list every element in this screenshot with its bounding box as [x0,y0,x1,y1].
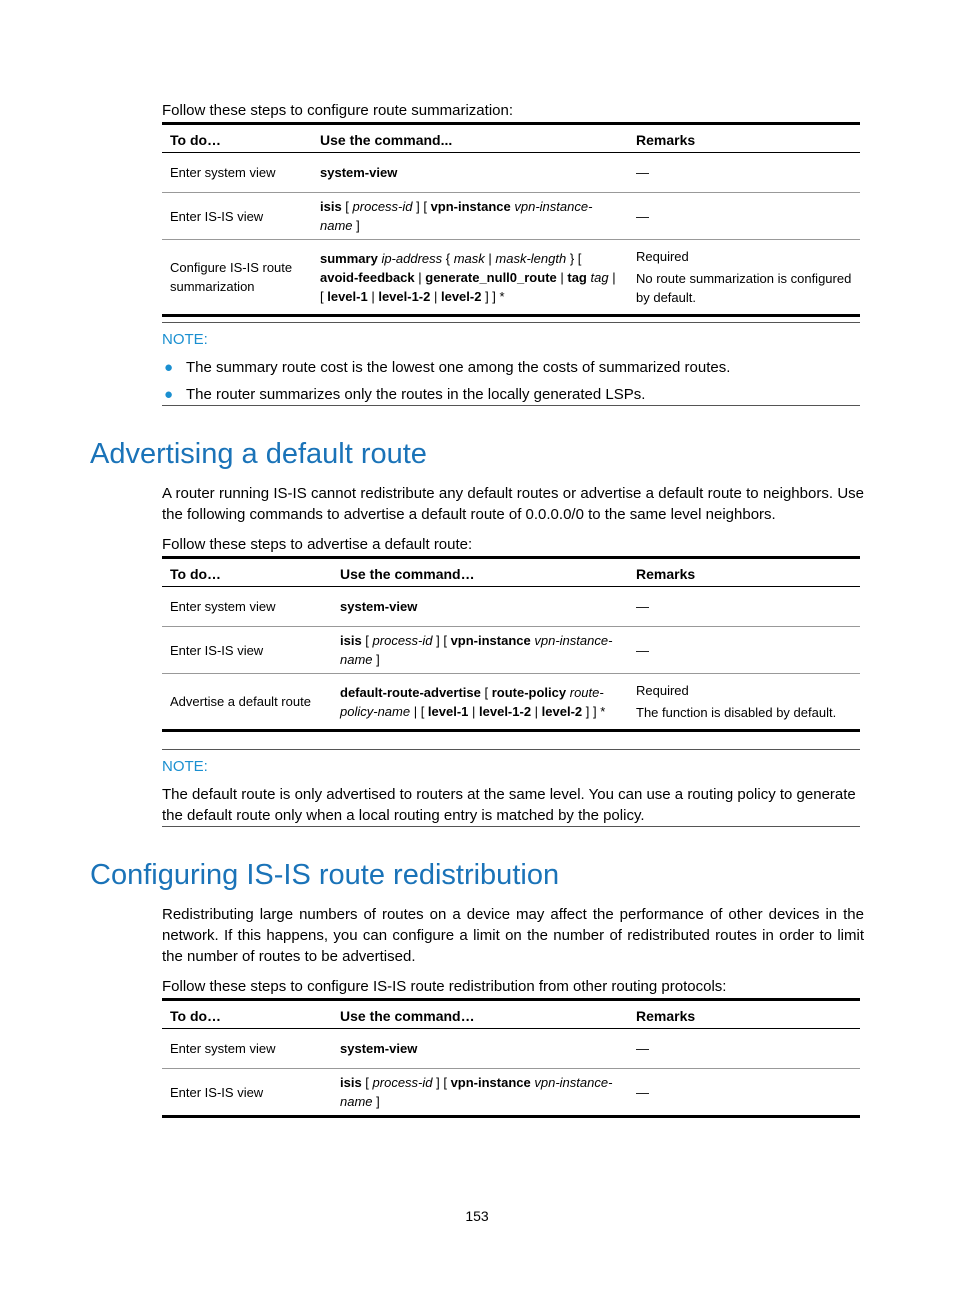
col-header-command: Use the command… [332,1000,628,1029]
col-header-remarks: Remarks [628,1000,860,1029]
table-row [162,627,860,674]
todo-cell: Enter IS-IS view [162,1069,332,1117]
remark-line: Required [636,249,689,264]
remarks-cell [628,1029,860,1069]
command-token: | [430,288,441,304]
remark-line: The function is disabled by default. [636,705,837,720]
table-row [162,193,860,240]
todo-cell: Configure IS-IS route summarization [162,240,312,316]
remarks-cell [628,1069,860,1117]
command-token: vpn-instance-name [340,1075,613,1109]
default-route-intro: Follow these steps to advertise a default route: [162,536,473,553]
summarization-table [162,122,860,317]
col-header-todo: To do… [162,124,312,153]
section-paragraph: A router running IS-IS cannot redistribute any default routes or advertise a default route to neighbors. Use the following commands to advertise a default route of 0.0.0.0/0 to the same level neighbors. [162,485,864,523]
command-token: isis [340,1075,362,1090]
command-cell [332,587,628,627]
col-header-remarks: Remarks [628,124,860,153]
table-row [162,240,860,316]
list-item: ● The router summarizes only the routes in the locally generated LSPs. [162,381,852,408]
command-token: level-1 [327,288,368,304]
remarks-cell [628,674,860,731]
remarks-cell [628,627,860,674]
todo-cell: Enter system view [162,153,312,193]
command-token: ] [ [432,633,451,648]
command-cell [312,153,628,193]
command-token: process-id [372,1075,433,1090]
command-token: [ [341,199,353,214]
command-token: ] ] * [481,288,505,304]
command-token: [ [361,633,373,648]
note-top-rule [162,749,860,750]
command-token: summary [320,250,378,266]
command-token: | [531,703,542,719]
list-item: ● The summary route cost is the lowest one among the costs of summarized routes. [162,354,852,381]
command-token: system-view [340,1041,418,1056]
command-token: [ [480,684,492,700]
command-token: | [414,269,426,285]
command-token: level-1 [427,703,469,719]
command-token: tag [567,269,587,285]
command-token: | [484,250,496,266]
command-token: default-route-advertise [340,684,481,700]
default-route-table [162,556,860,732]
remarks-cell [628,240,860,316]
remark-line: — [636,165,649,180]
command-token: vpn-instance-name [340,633,613,667]
remark-line: — [636,642,649,658]
section-heading: Advertising a default route [90,438,427,470]
bullet-icon: ● [164,359,174,376]
bullet-icon: ● [164,386,174,403]
remarks-cell [628,587,860,627]
todo-cell: Enter system view [162,1029,332,1069]
note-list [162,354,852,408]
command-token: ] [372,1094,380,1109]
command-token: isis [340,633,362,648]
summarization-intro: Follow these steps to configure route summarization: [162,102,513,119]
note-text: The default route is only advertised to routers at the same level. You can use a routing policy to generate the default route only when a local routing entry is matched by the policy. [162,786,856,824]
remark-line: — [636,1084,649,1100]
page-number: 153 [465,1208,489,1224]
command-token: | [367,288,379,304]
todo-cell: Advertise a default route [162,674,332,731]
command-token: system-view [340,599,418,614]
table-row [162,153,860,193]
remark-line: No route summarization is configured by default. [636,271,852,305]
remark-line: Required [636,683,689,698]
command-token: vpn-instance-name [320,199,593,233]
redistribution-table [162,998,860,1118]
command-token: tag [590,269,609,285]
command-cell [332,1069,628,1117]
col-header-remarks: Remarks [628,558,860,587]
command-token: ] ] * [582,703,606,719]
command-cell [332,674,628,731]
command-token: | [556,269,568,285]
col-header-command: Use the command... [312,124,628,153]
note-bottom-rule [162,826,860,827]
command-token: generate_null0_route [425,269,557,285]
col-header-command: Use the command… [332,558,628,587]
command-cell [312,240,628,316]
command-token: process-id [352,199,413,214]
col-header-todo: To do… [162,558,332,587]
command-token: mask-length [495,250,567,266]
col-header-todo: To do… [162,1000,332,1029]
command-token: route-policy [491,684,567,700]
remarks-cell [628,193,860,240]
command-token: process-id [372,633,433,648]
table-row [162,587,860,627]
command-token: level-1-2 [479,703,532,719]
command-token: avoid-feedback [320,269,415,285]
command-token: mask [453,250,485,266]
command-token: vpn-instance [430,199,511,214]
remark-line: — [636,208,649,224]
section-heading: Configuring IS-IS route redistribution [90,859,560,891]
command-token: ] [ [432,1075,451,1090]
remarks-cell [628,153,860,193]
command-token: route-policy-name [340,684,604,719]
table-row [162,1069,860,1117]
command-token: level-1-2 [378,288,431,304]
todo-cell: Enter system view [162,587,332,627]
note-top-rule [162,322,860,323]
table-row [162,1029,860,1069]
command-token: ] [352,218,360,233]
command-cell [312,193,628,240]
section-paragraph: Redistributing large numbers of routes on a device may affect the performance of other devices in the network. If this happens, you can configure a limit on the number of redistributed routes in order to limit the number of routes to be advertised. [162,906,864,965]
todo-cell: Enter IS-IS view [162,627,332,674]
redistribution-intro: Follow these steps to configure IS-IS route redistribution from other routing protocols: [162,978,727,995]
note-label: NOTE: [162,758,208,775]
command-token: [ [361,1075,373,1090]
command-token: level-2 [440,288,482,304]
remark-line: — [636,1041,649,1056]
command-token: level-2 [541,703,583,719]
command-token: ] [ [412,199,431,214]
command-token: ] [372,652,380,667]
command-token: } [ [566,250,585,266]
table-row [162,674,860,731]
command-token: vpn-instance [450,1075,531,1090]
command-token: ip-address [381,250,443,266]
note-bottom-rule [162,405,860,406]
command-token: { [442,250,454,266]
command-token: isis [320,199,342,214]
note-label: NOTE: [162,331,208,348]
command-token: | [ [410,703,428,719]
command-token: | [ [320,269,620,304]
command-token: | [468,703,480,719]
command-cell [332,627,628,674]
command-token: vpn-instance [450,633,531,648]
command-cell [332,1029,628,1069]
todo-cell: Enter IS-IS view [162,193,312,240]
command-token: system-view [320,165,398,180]
remark-line: — [636,599,649,614]
